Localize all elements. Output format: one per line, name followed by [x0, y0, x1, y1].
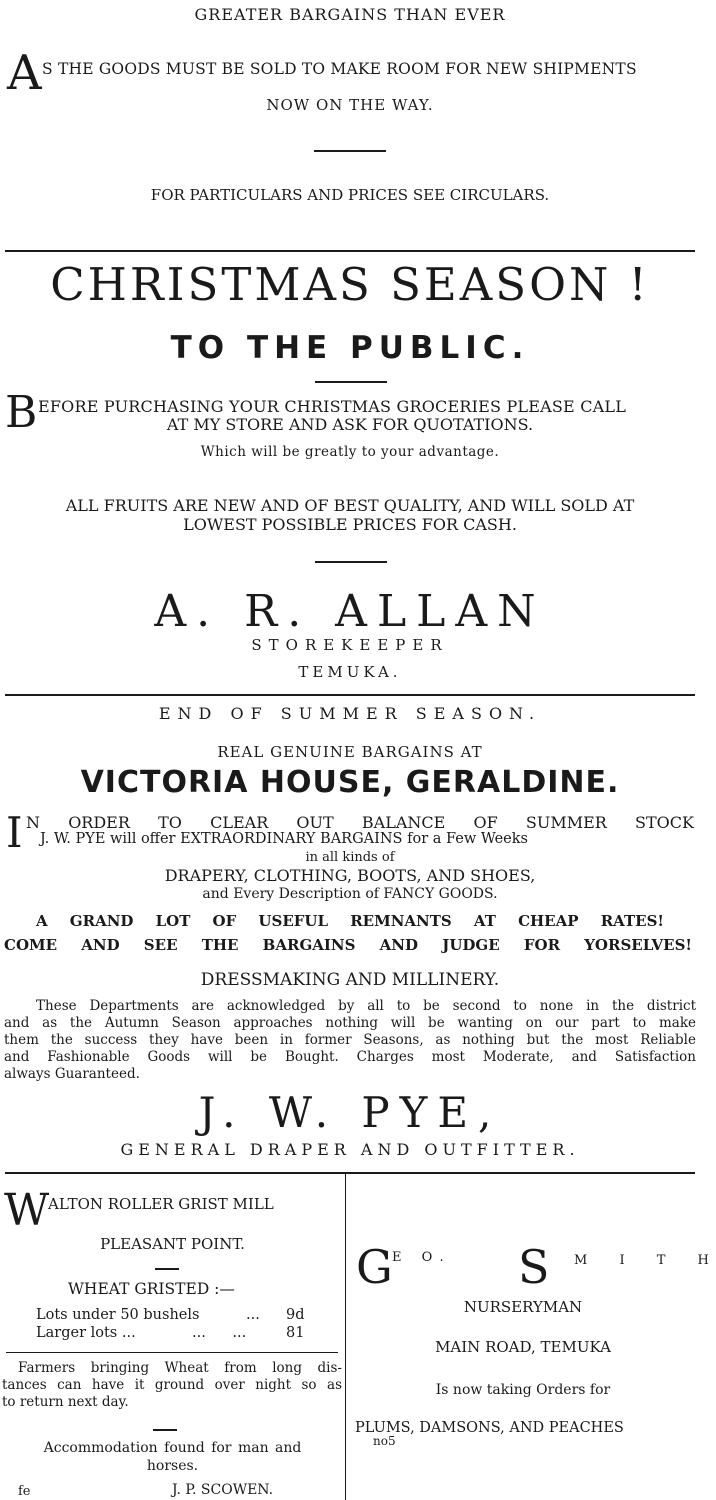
ad2-divider-2: [315, 561, 387, 563]
ad2-name: A. R. ALLAN: [154, 586, 546, 637]
rate-label: Lots under 50 bushels: [36, 1307, 200, 1323]
ad3-line6: A GRAND LOT OF USEFUL REMNANTS AT CHEAP RATES!: [36, 912, 664, 930]
separator-rule: [5, 250, 695, 252]
ad4-divider-2: [6, 1352, 338, 1353]
ad1-line1: S THE GOODS MUST BE SOLD TO MAKE ROOM FOR NEW SHIPMENTS: [42, 60, 637, 78]
ad1-divider: [314, 150, 386, 152]
ad5-line1: Is now taking Orders for: [435, 1382, 611, 1398]
ad2-para2-line2: LOWEST POSSIBLE PRICES FOR CASH.: [183, 515, 517, 534]
rate-dots: ...: [246, 1307, 260, 1323]
ad3-para-line: These Departments are acknowledged by all to be second to none in the district: [36, 998, 696, 1014]
ad2-subhead: TO THE PUBLIC.: [170, 330, 530, 366]
ad3-para-line: them the success they have been in former Seasons, as nothing but the most Reliable: [4, 1032, 696, 1048]
ad4-rate-row: [36, 1307, 336, 1323]
ad4-para-line: Farmers bringing Wheat from long dis-: [18, 1360, 342, 1376]
ad2-para1-line2: AT MY STORE AND ASK FOR QUOTATIONS.: [166, 415, 534, 434]
ad3-name: J. W. PYE,: [198, 1088, 502, 1137]
separator-rule: [5, 694, 695, 696]
ad4-para-line: tances can have it ground over night so as: [2, 1377, 342, 1393]
ad5-name-mith: M I T H: [574, 1253, 716, 1268]
ad3-line5: and Every Description of FANCY GOODS.: [202, 886, 498, 902]
rate-price: 81: [286, 1325, 305, 1341]
ad5-name-eo: E O.: [392, 1250, 452, 1265]
ad1-drop-cap: A: [7, 45, 42, 101]
ad4-signature: J. P. SCOWEN.: [172, 1482, 274, 1498]
rate-label: Larger lots ...: [36, 1325, 136, 1341]
rate-dots: ... ...: [192, 1325, 247, 1341]
ad3-heading: END OF SUMMER SEASON.: [158, 704, 542, 723]
ad2-divider-1: [315, 381, 387, 383]
ad4-para-line: to return next day.: [2, 1394, 129, 1410]
ad3-para-line: always Guaranteed.: [4, 1066, 140, 1082]
ad4-accom-line1: Accommodation found for man and: [43, 1440, 302, 1456]
ad5-code: no5: [373, 1434, 396, 1448]
ad3-store: VICTORIA HOUSE, GERALDINE.: [80, 765, 620, 800]
ad4-divider-1: [155, 1268, 179, 1270]
ad1-heading: GREATER BARGAINS THAN EVER: [194, 5, 506, 24]
ad3-line1: N ORDER TO CLEAR OUT BALANCE OF SUMMER STOCK: [26, 813, 694, 832]
ad3-section: DRESSMAKING AND MILLINERY.: [200, 970, 500, 990]
ad4-para: [2, 1360, 342, 1411]
ad3-title: GENERAL DRAPER AND OUTFITTER.: [120, 1140, 580, 1159]
ad5-title: NURSERYMAN: [463, 1298, 583, 1316]
ad3-line2: J. W. PYE will offer EXTRAORDINARY BARGAINS for a Few Weeks: [40, 831, 528, 847]
ad5-name-s: S: [518, 1240, 550, 1294]
separator-rule: [5, 1172, 695, 1174]
ad3-intro: REAL GENUINE BARGAINS AT: [217, 743, 483, 761]
ad4-divider-3: [153, 1429, 177, 1431]
ad2-para1-line3: Which will be greatly to your advantage.: [200, 444, 500, 460]
ad2-para1-line1: EFORE PURCHASING YOUR CHRISTMAS GROCERIES PLEASE CALL: [38, 397, 627, 416]
ad4-rate-row: [36, 1325, 336, 1341]
ad3-line3: in all kinds of: [305, 850, 395, 865]
ad4-code: fe: [18, 1484, 31, 1499]
ad1-footer: FOR PARTICULARS AND PRICES SEE CIRCULARS.: [150, 186, 550, 204]
ad3-line4: DRAPERY, CLOTHING, BOOTS, AND SHOES,: [164, 866, 536, 885]
ad4-heading: ALTON ROLLER GRIST MILL: [48, 1195, 274, 1213]
ad1-line2: NOW ON THE WAY.: [266, 96, 434, 114]
ad4-accom-line2: horses.: [146, 1458, 199, 1474]
ad5-line2: PLUMS, DAMSONS, AND PEACHES: [355, 1420, 624, 1436]
ad2-drop-cap: B: [5, 387, 38, 438]
ad4-subhead: WHEAT GRISTED :—: [68, 1280, 235, 1298]
ad2-place: TEMUKA.: [298, 663, 402, 681]
ad3-para-line: and as the Autumn Season approaches nothing will be wanting on our part to make: [4, 1015, 696, 1031]
ad3-line7: COME AND SEE THE BARGAINS AND JUDGE FOR YORSELVES!: [4, 936, 692, 954]
ad3-drop-cap: I: [6, 808, 23, 857]
ad2-headline: CHRISTMAS SEASON !: [50, 258, 650, 311]
rate-price: 9d: [286, 1307, 305, 1323]
ad2-para2-line1: ALL FRUITS ARE NEW AND OF BEST QUALITY, AND WILL SOLD AT: [65, 496, 635, 515]
column-divider: [345, 1174, 346, 1500]
ad5-name-g: G: [356, 1240, 393, 1294]
ad3-para: [4, 998, 696, 1083]
ad4-place: PLEASANT POINT.: [100, 1235, 245, 1253]
ad2-title: STOREKEEPER: [251, 636, 449, 654]
ad4-drop-cap: W: [4, 1185, 50, 1236]
ad3-para-line: and Fashionable Goods will be Bought. Charges most Moderate, and Satisfaction: [4, 1049, 696, 1065]
ad5-address: MAIN ROAD, TEMUKA: [435, 1338, 611, 1356]
